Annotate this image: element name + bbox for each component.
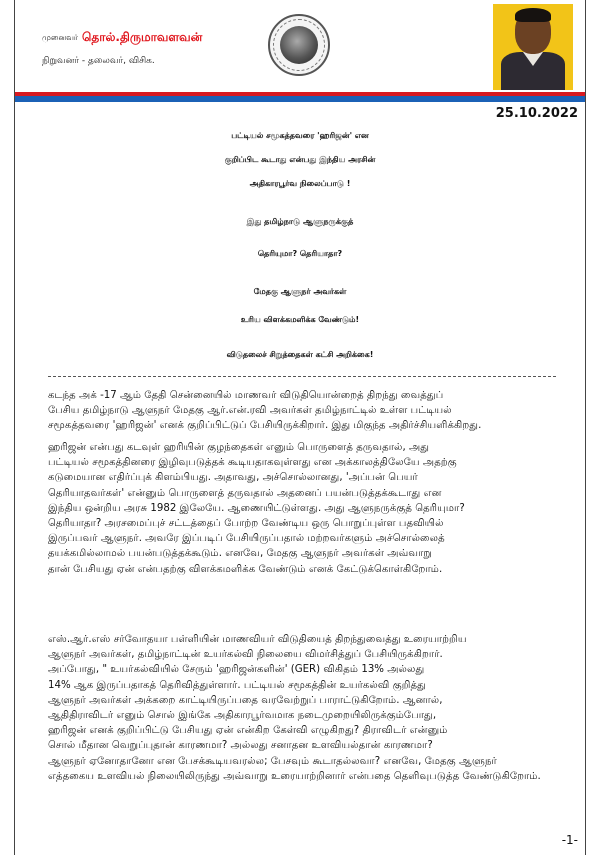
- paragraph-line: ஆளுநர் அவர்கள் அக்கறை காட்டியிருப்பதை வரவேற்றுப் பாராட்டுகிறோம். ஆனால்,: [48, 694, 443, 706]
- paragraph-line: பேசிய தமிழ்நாடு ஆளுநர் மேதகு ஆர்.என்.ரவி அவர்கள் தமிழ்நாட்டில் உள்ள பட்டியல்: [48, 405, 452, 417]
- paragraph-1: [48, 388, 562, 434]
- headline-line: அதிகாரபூர்வ நிலைப்பாடு !: [249, 179, 351, 188]
- paragraph-line: கடுமையான எதிர்ப்புக் கிளம்பியது. அதாவது, அச்சொல்லானது, 'அப்பன் பெயர்: [48, 472, 418, 484]
- headline-line: இது தமிழ்நாடு ஆளுநருக்குத்: [246, 217, 354, 226]
- paragraph-line: ஆளுநர் ஏனோதானோ என பேசக்கூடியவரல்ல; பேசவும் கூடாதல்லவா? எனவே, மேதகு ஆளுநர்: [48, 755, 497, 767]
- headline-line: பட்டியல் சமூகத்தவரை 'ஹரிஜன்' என: [231, 131, 369, 140]
- paragraph-line: எத்தகைய உளவியல் நிலையிலிருந்து அவ்வாறு உரையாற்றினார் என்பதை தெளிவுபடுத்த வேண்டுகிறோம்.: [48, 770, 541, 782]
- leader-portrait: [493, 4, 573, 90]
- headline-main: [15, 124, 585, 196]
- paragraph-line: ஆதிதிராவிடர் எனும் சொல் இங்கே அதிகாரபூர்வமாக நடைமுறையிலிருக்கும்போது,: [48, 710, 437, 722]
- paragraph-line: இந்திய ஒன்றிய அரசு 1982 இலேயே. ஆணையிட்டுள்ளது. அது ஆளுநருக்குத் தெரியுமா?: [48, 502, 465, 514]
- paragraph-line: ஆளுநர் அவர்கள், தமிழ்நாட்டின் உயர்கல்வி நிலையை விமர்சித்துப் பேசியிருக்கிறார்.: [48, 649, 443, 661]
- paragraph-line: எஸ்.ஆர்.எஸ் சர்வோதயா பள்ளியின் மாணவியர் விடுதியைத் திறந்துவைத்து உரையாற்றிய: [48, 634, 467, 645]
- founder-name: தொல்.திருமாவளவன்: [82, 30, 203, 44]
- paragraph-line: இருப்பவர் ஆளுநர். அவரே இப்படிப் பேசியிருப்பதால் மற்றவர்களும் அச்சொல்லைத்: [48, 533, 445, 545]
- paragraph-line: கடந்த அக் -17 ஆம் தேதி சென்னையில் மாணவர் விடுதியொன்றைத் திறந்து வைத்துப்: [48, 390, 444, 401]
- headline-line: உரிய விளக்கமளிக்க வேண்டும்!: [240, 315, 360, 324]
- headline-demand: [15, 278, 585, 334]
- party-emblem-logo: [268, 14, 330, 76]
- paragraph-line: தெரியாதவர்கள்' என்னும் பொருளைத் தருவதால் அதனைப் பயன்படுத்தக்கூடாது என: [48, 487, 442, 499]
- paragraph-line: சொல் மீதான வெறுப்புதான் காரணமா? அல்லது சனாதன உளவியல்தான் காரணமா?: [48, 740, 433, 752]
- leopard-emblem-icon: [280, 26, 318, 64]
- headline-line: மேதகு ஆளுநர் அவர்கள்: [253, 287, 347, 296]
- paragraph-3: [48, 632, 562, 784]
- right-border: [585, 0, 586, 855]
- paragraph-2: [48, 440, 562, 577]
- founder-title: நிறுவனர் - தலைவர், விசிக.: [42, 56, 155, 66]
- headline-party-statement: விடுதலைச் சிறுத்தைகள் கட்சி அறிக்கை!: [226, 350, 374, 359]
- paragraph-line: 14% ஆக இருப்பதாகத் தெரிவித்துள்ளார். பட்டியல் சமூகத்தின் உயர்கல்வி குறித்து: [48, 679, 426, 691]
- paragraph-line: சமூகத்தவரை 'ஹரிஜன்' எனக் குறிப்பிட்டுப் பேசியிருக்கிறார். இது மிகுந்த அதிர்ச்சியளிக்கிறது.: [48, 420, 482, 432]
- portrait-hair: [515, 8, 551, 22]
- headline-line: குறிப்பிட கூடாது என்பது இந்திய அரசின்: [224, 155, 376, 164]
- headline-line: தெரியுமா? தெரியாதா?: [257, 249, 343, 258]
- page-number: -1-: [561, 833, 578, 847]
- release-date: 25.10.2022: [495, 106, 578, 121]
- letterhead: [15, 0, 585, 92]
- headline-question: [15, 206, 585, 270]
- paragraph-line: பட்டியல் சமூகத்தினரை இழிவுபடுத்தக் கூடியதாகவுள்ளது என அக்காலத்திலேயே அதற்கு: [48, 457, 457, 469]
- paragraph-line: தெரியாதா? அரசமைப்புச் சட்டத்தைப் போற்ற வேண்டிய ஒரு பொறுப்புள்ள பதவியில்: [48, 518, 444, 530]
- paragraph-line: ஹரிஜன் எனக் குறிப்பிட்டு பேசியது ஏன் என்கிற கேள்வி எழுகிறது? திராவிடர் என்னும்: [48, 725, 448, 737]
- founder-line: [42, 30, 202, 46]
- paragraph-line: அப்போது, " உயர்கல்வியில் சேரும் 'ஹரிஜன்களின்' (GER) விகிதம் 13% அல்லது: [48, 664, 425, 676]
- dashed-divider: [48, 376, 556, 377]
- paragraph-line: ஹரிஜன் என்பது கடவுள் ஹரியின் குழந்தைகள் எனும் பொருளைத் தருவதால், அது: [48, 442, 430, 453]
- paragraph-line: தயக்கமில்லாமல் பயன்படுத்தக்கூடும். எனவே, மேதகு ஆளுநர் அவர்கள் அவ்வாறு: [48, 548, 432, 560]
- founder-label: முனைவர்: [42, 33, 79, 42]
- header-blue-stripe: [15, 96, 585, 102]
- paragraph-line: தான் பேசியது ஏன் என்பதற்கு விளக்கமளிக்க வேண்டும் எனக் கேட்டுக்கொள்கிறோம்.: [48, 563, 443, 575]
